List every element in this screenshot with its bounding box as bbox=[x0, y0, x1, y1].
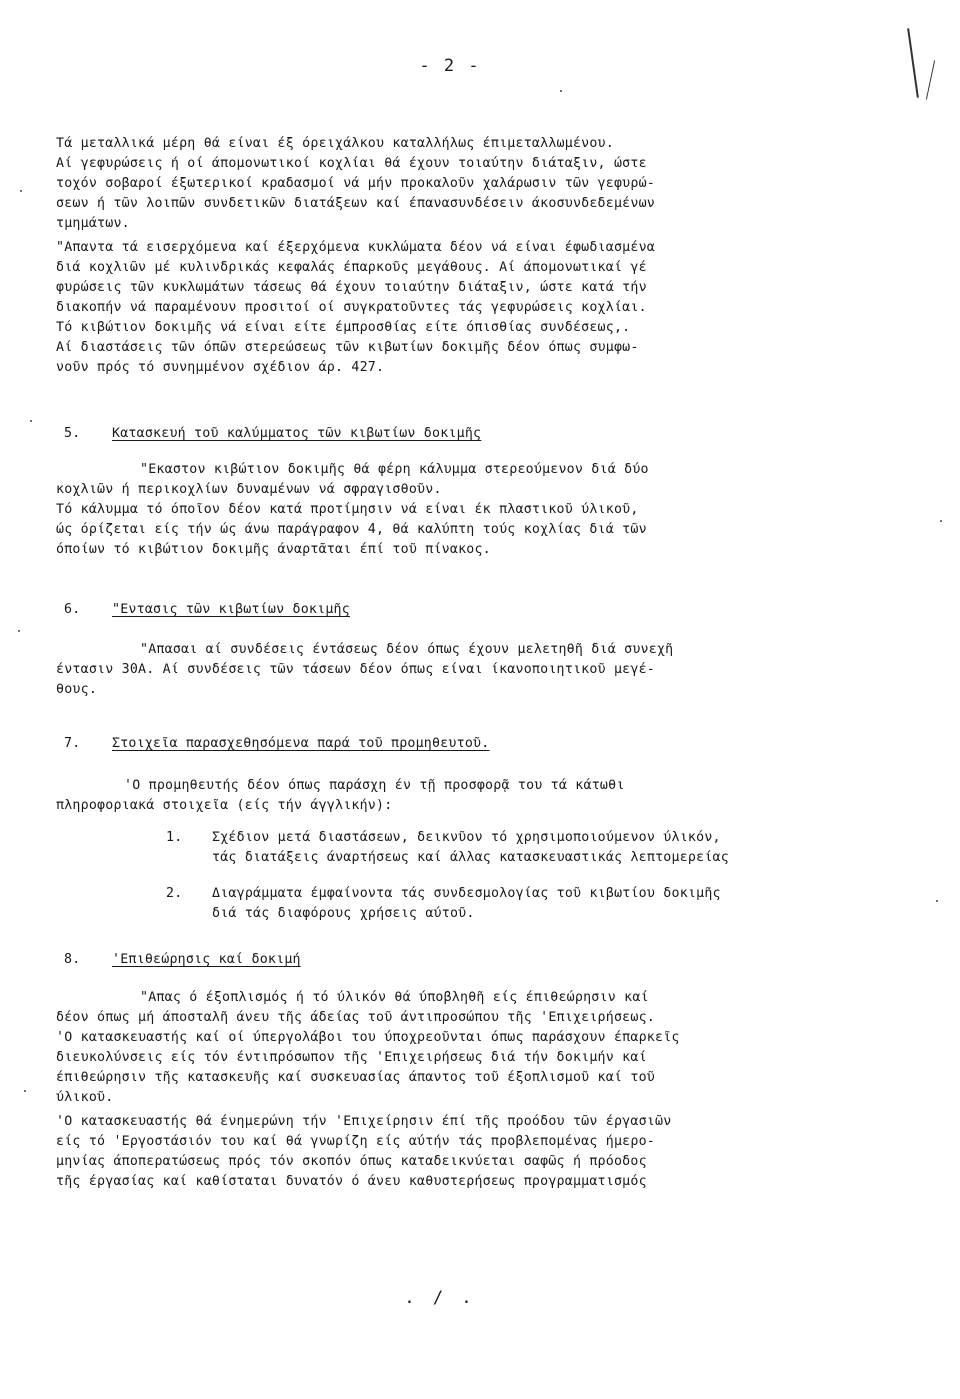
section-heading: Κατασκευή τοῦ καλύμματος τῶν κιβωτίων δοκιμῆς bbox=[112, 426, 482, 441]
text-line: μηνίας άποπερατώσεως πρός τόν σκοπόν όπως καταδεικνύεται σαφῶς ή πρόοδος bbox=[56, 1154, 647, 1169]
section-number: 5. bbox=[64, 426, 81, 441]
text-line: Τό κιβώτιον δοκιμῆς νά είναι είτε έμπροσθίας είτε όπισθίας συνδέσεως,. bbox=[56, 320, 631, 335]
text-line: Διαγράμματα έμφαίνοντα τάς συνδεσμολογίας τοῦ κιβωτίου δοκιμῆς bbox=[212, 886, 721, 901]
text-line: Σχέδιον μετά διαστάσεων, δεικνῦον τό χρησιμοποιούμενον ύλικόν, bbox=[212, 830, 721, 845]
text-line: 'Ο κατασκευαστής καί οί ύπεργολάβοι του ύποχρεοῦνται όπως παράσχουν έπαρκεῖς bbox=[56, 1030, 680, 1045]
section-heading: Στοιχεῖα παρασχεθησόμενα παρά τοῦ προμηθευτοῦ. bbox=[112, 736, 490, 751]
list-item-number: 2. bbox=[166, 886, 183, 901]
text-line: "Απας ό έξοπλισμός ή τό ύλικόν θά ύποβληθῆ είς έπιθεώρησιν καί bbox=[140, 990, 649, 1005]
scan-speck bbox=[20, 190, 22, 192]
text-line: πληροφοριακά στοιχεῖα (είς τήν άγγλικήν): bbox=[56, 798, 393, 813]
text-line: διά τάς διαφόρους χρήσεις αύτοῦ. bbox=[212, 906, 475, 921]
text-line: τῆς έργασίας καί καθίσταται δυνατόν ό άνευ καθυστερήσεως προγραμματισμός bbox=[56, 1174, 647, 1189]
text-line: διευκολύνσεις είς τόν έντιπρόσωπον τῆς 'Επιχειρήσεως διά τήν δοκιμήν καί bbox=[56, 1050, 647, 1065]
text-line: τάς διατάξεις άναρτήσεως καί άλλας κατασκευαστικάς λεπτομερείας bbox=[212, 850, 729, 865]
text-line: διά κοχλιῶν μέ κυλινδρικάς κεφαλάς έπαρκοῦς μεγάθους. Αί άπομονωτικαί γέ bbox=[56, 260, 647, 275]
section-heading: "Εντασις τῶν κιβωτίων δοκιμῆς bbox=[112, 602, 350, 617]
text-line: όποίων τό κιβώτιον δοκιμῆς άναρτᾶται έπί τοῦ πίνακος. bbox=[56, 542, 491, 557]
scan-speck bbox=[936, 900, 938, 902]
page-footer: . / . bbox=[404, 1288, 476, 1308]
text-line: φυρώσεις τῶν κυκλωμάτων τάσεως θά έχουν τοιαύτην διάταξιν, ώστε κατά τήν bbox=[56, 280, 647, 295]
section-number: 7. bbox=[64, 736, 81, 751]
text-line: σεων ή τῶν λοιπῶν συνδετικῶν διατάξεων καί έπανασυνδέσειν άκοσυνδεδεμένων bbox=[56, 196, 655, 211]
text-line: ύλικοῦ. bbox=[56, 1090, 114, 1105]
text-line: θους. bbox=[56, 682, 98, 697]
text-line: Αί γεφυρώσεις ή οί άπομονωτικοί κοχλίαι θά έχουν τοιαύτην διάταξιν, ώστε bbox=[56, 156, 647, 171]
text-line: νοῦν πρός τό συνημμένον σχέδιον άρ. 427. bbox=[56, 360, 385, 375]
list-item-number: 1. bbox=[166, 830, 183, 845]
scan-mark bbox=[926, 60, 935, 99]
text-line: είς τό 'Εργοστάσιόν του καί θά γνωρίζη είς αύτήν τάς προβλεπομένας ήμερο- bbox=[56, 1134, 655, 1149]
scan-speck bbox=[940, 520, 942, 522]
page-number: - 2 - bbox=[419, 56, 481, 76]
scan-speck bbox=[560, 90, 562, 92]
section-number: 6. bbox=[64, 602, 81, 617]
scan-speck bbox=[24, 1090, 26, 1092]
text-line: κοχλιῶν ή περικοχλίων δυναμένων νά σφραγισθοῦν. bbox=[56, 482, 442, 497]
text-line: "Εκαστον κιβώτιον δοκιμῆς θά φέρη κάλυμμα στερεούμενον διά δύο bbox=[140, 462, 649, 477]
text-line: έντασιν 30Α. Αί συνδέσεις τῶν τάσεων δέον όπως είναι ίκανοποιητικοῦ μεγέ- bbox=[56, 662, 655, 677]
text-line: "Απαντα τά εισερχόμενα καί έξερχόμενα κυκλώματα δέον νά είναι έφωδιασμένα bbox=[56, 240, 655, 255]
text-line: 'Ο κατασκευαστής θά ένημερώνη τήν 'Επιχείρησιν έπί τῆς προόδου τῶν έργασιῶν bbox=[56, 1114, 672, 1129]
text-line: τμημάτων. bbox=[56, 216, 130, 231]
text-line: διακοπήν νά παραμένουν προσιτοί οί συγκρατοῦντες τάς γεφυρώσεις κοχλίαι. bbox=[56, 300, 647, 315]
text-line: Αί διαστάσεις τῶν όπῶν στερεώσεως τῶν κιβωτίων δοκιμῆς δέον όπως συμφω- bbox=[56, 340, 639, 355]
scan-speck bbox=[30, 420, 32, 422]
text-line: ώς όρίζεται είς τήν ώς άνω παράγραφον 4, θά καλύπτη τούς κοχλίας διά τῶν bbox=[56, 522, 647, 537]
text-line: Τά μεταλλικά μέρη θά είναι έξ όρειχάλκου καταλλήλως έπιμεταλλωμένου. bbox=[56, 136, 614, 151]
text-line: τοχόν σοβαροί έξωτερικοί κραδασμοί νά μήν προκαλοῦν χαλάρωσιν τῶν γεφυρώ- bbox=[56, 176, 655, 191]
section-heading: 'Επιθεώρησις καί δοκιμή bbox=[112, 952, 301, 967]
text-line: δέον όπως μή άποσταλῆ άνευ τῆς άδείας τοῦ άντιπροσώπου τῆς 'Επιχειρήσεως. bbox=[56, 1010, 655, 1025]
scan-mark bbox=[907, 28, 919, 98]
text-line: "Απασαι αί συνδέσεις έντάσεως δέον όπως έχουν μελετηθῆ διά συνεχῆ bbox=[140, 642, 674, 657]
text-line: 'Ο προμηθευτής δέον όπως παράσχη έν τῇ προσφορᾷ του τά κάτωθι bbox=[124, 778, 625, 793]
scan-speck bbox=[18, 630, 20, 632]
text-line: Τό κάλυμμα τό όποῖον δέον κατά προτίμησιν νά είναι έκ πλαστικοῦ ύλικοῦ, bbox=[56, 502, 639, 517]
text-line: έπιθεώρησιν τῆς κατασκευῆς καί συσκευασίας άπαντος τοῦ έξοπλισμοῦ καί τοῦ bbox=[56, 1070, 655, 1085]
section-number: 8. bbox=[64, 952, 81, 967]
